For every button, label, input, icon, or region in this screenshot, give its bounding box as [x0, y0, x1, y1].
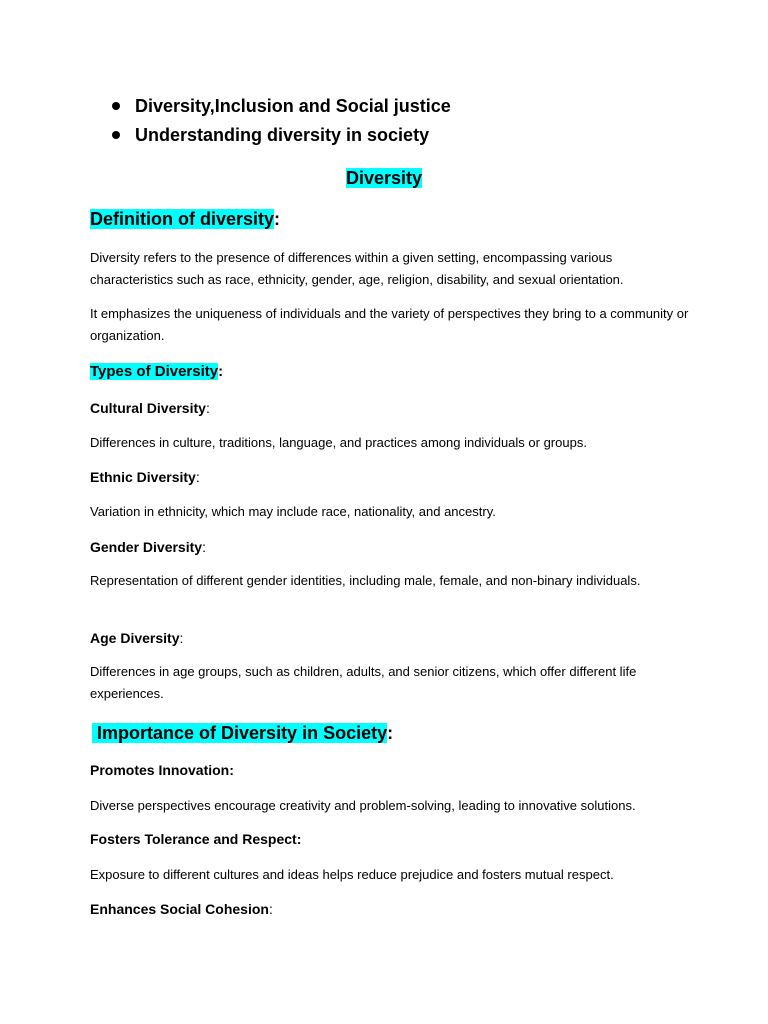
definition-heading-text: Definition of diversity [90, 209, 275, 229]
type-description: Differences in age groups, such as children, adults, and senior citizens, which offer different life experiences. [90, 664, 637, 701]
type-title-colon: : [179, 630, 184, 646]
importance-title-text: Enhances Social Cohesion [90, 901, 269, 917]
importance-heading-colon: : [387, 723, 394, 743]
importance-heading-label: Importance of Diversity in Society [97, 723, 388, 743]
type-title-colon: : [205, 400, 210, 416]
type-title [90, 398, 210, 418]
type-title-text: Gender Diversity [90, 539, 203, 555]
bullet-list [110, 92, 451, 150]
types-heading-colon: : [218, 363, 224, 380]
type-title [90, 628, 183, 648]
bullet-dot-icon [112, 131, 120, 139]
type-title-text: Cultural Diversity [90, 400, 206, 416]
type-description: Representation of different gender identities, including male, female, and non-binary individuals. [90, 573, 641, 588]
bullet-text: Diversity,Inclusion and Social justice [135, 96, 451, 116]
definition-paragraph-1: Diversity refers to the presence of differences within a given setting, encompassing various characteristics such as race, ethnicity, gender, age, religion, disability, and sexual orientation. [90, 250, 624, 287]
type-title-colon: : [202, 539, 206, 555]
type-title-text: Ethnic Diversity [90, 469, 196, 485]
bullet-text: Understanding diversity in society [135, 125, 430, 145]
types-heading [90, 361, 223, 383]
type-title-colon: : [195, 469, 200, 485]
importance-title [90, 899, 273, 919]
importance-title: Promotes Innovation: [90, 762, 234, 778]
importance-title-colon: : [268, 901, 273, 917]
importance-title: Fosters Tolerance and Respect: [90, 831, 302, 847]
importance-heading [92, 721, 393, 745]
type-title [90, 537, 206, 557]
importance-heading-text [92, 723, 387, 743]
bullet-dot-icon [112, 102, 120, 110]
importance-description: Exposure to different cultures and ideas helps reduce prejudice and fosters mutual respect. [90, 867, 614, 882]
type-description: Variation in ethnicity, which may include race, nationality, and ancestry. [90, 504, 496, 519]
types-heading-text: Types of Diversity [90, 363, 219, 380]
definition-heading [90, 207, 280, 231]
type-title [90, 467, 200, 487]
definition-heading-colon: : [274, 209, 281, 229]
definition-paragraph-2: It emphasizes the uniqueness of individuals and the variety of perspectives they bring to a community or organization. [90, 306, 689, 343]
bullet-item [110, 121, 451, 150]
importance-description: Diverse perspectives encourage creativity and problem-solving, leading to innovative solutions. [90, 798, 636, 813]
document-title [0, 165, 768, 191]
type-title-text: Age Diversity [90, 630, 180, 646]
bullet-item [110, 92, 451, 121]
type-description: Differences in culture, traditions, language, and practices among individuals or groups. [90, 435, 587, 450]
document-title-text: Diversity [345, 168, 423, 188]
